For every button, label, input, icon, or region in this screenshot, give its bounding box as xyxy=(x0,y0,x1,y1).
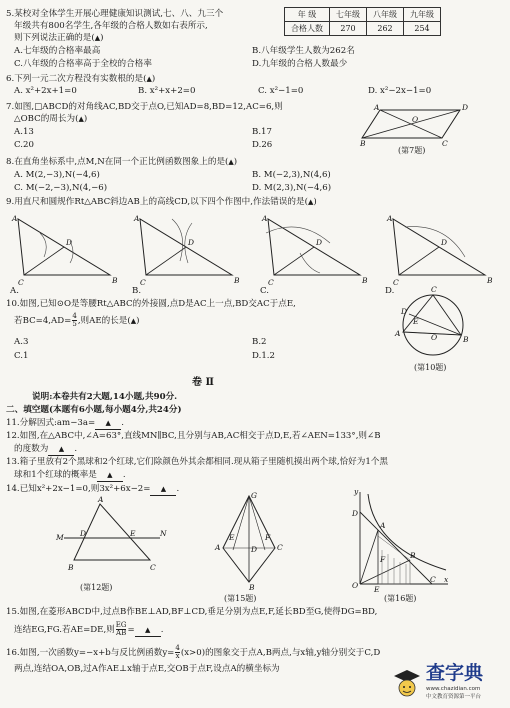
q10-option-d: D.1.2 xyxy=(252,351,275,361)
svg-text:C: C xyxy=(393,278,399,287)
q8-stem-text: 8.在直角坐标系中,点M,N在同一个正比例函数图象上的是( xyxy=(6,157,229,167)
table-header-cell: 年 级 xyxy=(285,8,330,22)
q5-stem-1: 5.某校对全体学生开展心理健康知识测试,七、八、九三个 xyxy=(6,9,224,19)
q10-option-a: A.3 xyxy=(14,337,29,347)
q9-figure-b xyxy=(132,213,247,291)
q5-stem-3: 则下列说法正确的是(▲) xyxy=(14,33,104,43)
svg-text:B: B xyxy=(68,563,74,572)
svg-text:y: y xyxy=(354,487,359,496)
q7-stem-1: 7.如图,□ABCD的对角线AC,BD交于点O,已知AD=8,BD=12,AC=6,则 xyxy=(6,102,283,112)
answer-marker: ▲ xyxy=(144,626,151,634)
svg-text:G: G xyxy=(251,491,257,500)
svg-text:C: C xyxy=(268,278,274,287)
q7-option-b: B.17 xyxy=(252,127,272,137)
q6-option-b: B. x²+x+2=0 xyxy=(138,86,196,96)
table-header-row xyxy=(285,8,441,22)
answer-marker: ▲ xyxy=(228,158,234,166)
q10-stem-text: 若BC=4,AD= xyxy=(14,316,72,326)
q7-option-d: D.26 xyxy=(252,140,273,150)
q7-stem-2: △OBC的周长为(▲) xyxy=(14,114,88,124)
table-row xyxy=(285,22,441,36)
q15-stem-text: = xyxy=(127,625,135,635)
q15-stem-2: 连结EG,FG.若AE=DE,则 $\frac{EG}{AB}$ = ▲ . xyxy=(14,621,164,637)
q9-stem-text: 9.用直尺和圆规作Rt△ABC斜边AB上的高线CD,以下四个作图中,作法错误的是( xyxy=(6,197,308,207)
svg-text:C: C xyxy=(430,575,436,584)
svg-text:D: D xyxy=(316,238,323,247)
answer-marker: ▲ xyxy=(78,115,84,123)
q8-stem: 8.在直角坐标系中,点M,N在同一个正比例函数图象上的是(▲) xyxy=(6,157,238,167)
chazidian-logo xyxy=(392,662,504,704)
fraction-denominator: AB xyxy=(116,629,127,637)
q5-option-c: C.八年级的合格率高于全校的合格率 xyxy=(14,59,152,69)
q16-stem-2: 两点,连结OA,OB,过A作AE⊥x轴于点E,交OB于点F,设点A的横坐标为 xyxy=(14,664,280,674)
q7-stem-text: △OBC的周长为( xyxy=(14,114,79,124)
q10-stem-2: 若BC=4,AD= $\frac{4}{5}$ ,则AE的长是(▲) xyxy=(14,312,140,328)
svg-text:C: C xyxy=(150,563,156,572)
q12-stem-1: 12.如图,在△ABC中,∠A=63°,直线MN∥BC,且分别与AB,AC相交于点D,E,若∠AEN=133°,则∠B xyxy=(6,431,381,441)
answer-marker: ▲ xyxy=(160,485,167,493)
q16-stem-1 xyxy=(6,645,380,660)
q9-figure-c xyxy=(260,213,375,291)
svg-text:A: A xyxy=(262,214,268,223)
q14-stem-text: 14.已知x²+2x−1=0,则3x²+6x−2= xyxy=(6,484,151,494)
q5-stem-2: 年级共有800名学生,各年级的合格人数如右表所示, xyxy=(14,21,208,31)
q16-stem-text: (x>0)的图象交于点A,B两点,与x轴,y轴分别交于C,D xyxy=(180,648,381,658)
q6-stem-text: 6.下列一元二次方程没有实数根的是( xyxy=(6,74,147,84)
svg-text:D: D xyxy=(352,509,359,518)
table-header-cell: 九年级 xyxy=(404,8,441,22)
logo-slogan: 中文教育资源第一平台 xyxy=(426,694,482,700)
fraction-denominator: 5 xyxy=(72,320,77,328)
q9-figure-a xyxy=(10,213,125,291)
grade-table xyxy=(284,7,441,36)
fraction xyxy=(175,645,179,660)
svg-text:O: O xyxy=(352,581,359,590)
svg-text:O: O xyxy=(412,115,419,124)
q13-stem-text: 球和1个红球的概率是 xyxy=(14,470,97,480)
q9-label-c: C. xyxy=(260,286,270,296)
answer-blank xyxy=(48,444,74,456)
svg-text:B: B xyxy=(112,276,118,285)
q7-caption: (第7题) xyxy=(398,146,426,155)
q8-option-d: D. M(2,3),N(−4,6) xyxy=(252,183,332,193)
answer-marker: ▲ xyxy=(105,419,111,427)
fraction-denominator: x xyxy=(175,652,180,660)
q16-caption: (第16题) xyxy=(384,594,417,603)
q10-caption: (第10题) xyxy=(414,363,447,372)
svg-text:C: C xyxy=(18,278,24,287)
table-row-label: 合格人数 xyxy=(285,22,330,36)
table-header-cell: 八年级 xyxy=(367,8,404,22)
q7-option-a: A.13 xyxy=(14,127,34,137)
q10-stem-text: ,则AE的长是( xyxy=(77,316,131,326)
svg-text:A: A xyxy=(374,103,380,112)
q15-stem-text: 连结EG,FG.若AE=DE,则 xyxy=(14,625,115,635)
svg-text:N: N xyxy=(160,529,167,538)
fill-in-section-heading: 二、填空题(本题有6小题,每小题4分,共24分) xyxy=(6,405,182,415)
q12-triangle-figure xyxy=(56,495,170,578)
q15-stem-1: 15.如图,在菱形ABCD中,过点B作BE⊥AD,BF⊥CD,垂足分别为点E,F,延长BD至G,使得DG=BD, xyxy=(6,607,378,617)
q10-circle-figure xyxy=(395,280,480,360)
svg-text:B: B xyxy=(410,551,416,560)
q10-option-b: B.2 xyxy=(252,337,267,347)
answer-blank xyxy=(135,625,161,637)
svg-text:E: E xyxy=(229,533,235,542)
q10-stem-1: 10.如图,已知⊙O是等腰Rt△ABC的外接圆,点D是AC上一点,BD交AC于点E, xyxy=(6,299,296,309)
q6-option-a: A. x²+2x+1=0 xyxy=(14,86,77,96)
svg-text:B: B xyxy=(234,276,240,285)
svg-text:A: A xyxy=(387,214,393,223)
q7-option-c: C.20 xyxy=(14,140,34,150)
answer-marker: ▲ xyxy=(94,34,101,42)
svg-text:B: B xyxy=(487,276,493,285)
svg-text:B: B xyxy=(360,139,366,148)
answer-blank xyxy=(150,484,176,496)
svg-text:A: A xyxy=(134,214,140,223)
svg-text:C: C xyxy=(140,278,146,287)
svg-text:x: x xyxy=(444,575,449,584)
svg-text:D: D xyxy=(80,529,87,538)
fraction-numerator: EG xyxy=(115,621,127,629)
q11-stem: 11.分解因式:am−3a= ▲ . xyxy=(6,418,124,428)
answer-marker: ▲ xyxy=(107,471,113,479)
q13-stem-1: 13.箱子里放有2个黑球和2个红球,它们除颜色外其余都相同.现从箱子里随机摸出两个球,恰好为1个黑 xyxy=(6,457,389,467)
answer-marker: ▲ xyxy=(58,445,65,453)
svg-text:D: D xyxy=(401,307,408,316)
q6-option-d: D. x²−2x−1=0 xyxy=(368,86,432,96)
q10-option-c: C.1 xyxy=(14,351,29,361)
table-header-cell: 七年级 xyxy=(330,8,367,22)
q5-option-a: A.七年级的合格率最高 xyxy=(14,46,101,56)
part2-note: 说明:本卷共有2大题,14小题,共90分. xyxy=(32,392,178,402)
q13-stem-2: 球和1个红球的概率是 ▲ . xyxy=(14,470,126,480)
q9-label-b: B. xyxy=(132,286,142,296)
q5-option-b: B.八年级学生人数为262名 xyxy=(252,46,355,56)
svg-text:M: M xyxy=(56,533,64,542)
q6-option-c: C. x²−1=0 xyxy=(258,86,304,96)
table-cell: 254 xyxy=(404,22,441,36)
q7-parallelogram-figure xyxy=(360,104,470,146)
q5-option-d: D.九年级的合格人数最少 xyxy=(252,59,348,69)
svg-text:B: B xyxy=(362,276,368,285)
svg-text:A: A xyxy=(395,329,401,338)
svg-text:C: C xyxy=(277,543,283,552)
q11-stem-text: 11.分解因式:am−3a= xyxy=(6,418,96,428)
graduate-mascot-icon xyxy=(392,666,422,700)
q14-stem: 14.已知x²+2x−1=0,则3x²+6x−2= ▲ . xyxy=(6,484,180,494)
fraction-numerator: 4 xyxy=(72,312,77,320)
svg-text:D: D xyxy=(188,238,195,247)
table-cell: 270 xyxy=(330,22,367,36)
svg-text:C: C xyxy=(442,139,448,148)
answer-marker: ▲ xyxy=(307,198,314,206)
q6-stem: 6.下列一元二次方程没有实数根的是(▲) xyxy=(6,74,156,84)
answer-blank xyxy=(97,470,123,482)
svg-text:A: A xyxy=(98,495,104,504)
q8-option-a: A. M(2,−3),N(−4,6) xyxy=(14,170,100,180)
answer-marker: ▲ xyxy=(146,75,152,83)
svg-text:F: F xyxy=(265,533,271,542)
table-cell: 262 xyxy=(367,22,404,36)
q15-caption: (第15题) xyxy=(224,594,257,603)
fraction xyxy=(72,313,76,328)
svg-text:D: D xyxy=(441,238,448,247)
fraction xyxy=(116,622,127,637)
q12-caption: (第12题) xyxy=(80,583,113,592)
q15-rhombus-figure xyxy=(205,492,295,590)
q16-graph-figure xyxy=(350,487,450,594)
svg-text:D: D xyxy=(462,103,469,112)
q12-stem-text: 的度数为 xyxy=(14,444,49,454)
svg-text:D: D xyxy=(251,545,258,554)
svg-text:A: A xyxy=(12,214,18,223)
q9-label-d: D. xyxy=(385,286,395,296)
svg-text:E: E xyxy=(130,529,136,538)
q16-stem-text: 16.如图,一次函数y=−x+b与反比例函数y= xyxy=(6,648,175,658)
q5-stem-text: 则下列说法正确的是( xyxy=(14,33,95,43)
logo-title: 查字典 xyxy=(426,662,484,684)
svg-text:A: A xyxy=(215,543,221,552)
svg-text:B: B xyxy=(249,583,255,592)
q9-label-a: A. xyxy=(10,286,19,296)
q8-option-b: B. M(−2,3),N(4,6) xyxy=(252,170,331,180)
q9-stem: 9.用直尺和圆规作Rt△ABC斜边AB上的高线CD,以下四个作图中,作法错误的是(▲) xyxy=(6,197,317,207)
svg-text:C: C xyxy=(431,285,437,294)
svg-text:D: D xyxy=(66,238,73,247)
part2-title: 卷 Ⅱ xyxy=(192,377,214,388)
svg-text:E: E xyxy=(374,585,380,594)
q8-option-c: C. M(−2,−3),N(4,−6) xyxy=(14,183,108,193)
svg-text:F: F xyxy=(380,555,386,564)
svg-text:E: E xyxy=(413,317,419,326)
logo-url: www.chazidian.com xyxy=(426,686,481,692)
answer-marker: ▲ xyxy=(130,317,137,325)
svg-text:B: B xyxy=(463,335,469,344)
fraction-numerator: 4 xyxy=(175,644,180,652)
answer-blank xyxy=(95,418,121,430)
svg-text:O: O xyxy=(431,333,438,342)
q12-stem-2: 的度数为 ▲ . xyxy=(14,444,78,454)
svg-text:A: A xyxy=(380,521,386,530)
